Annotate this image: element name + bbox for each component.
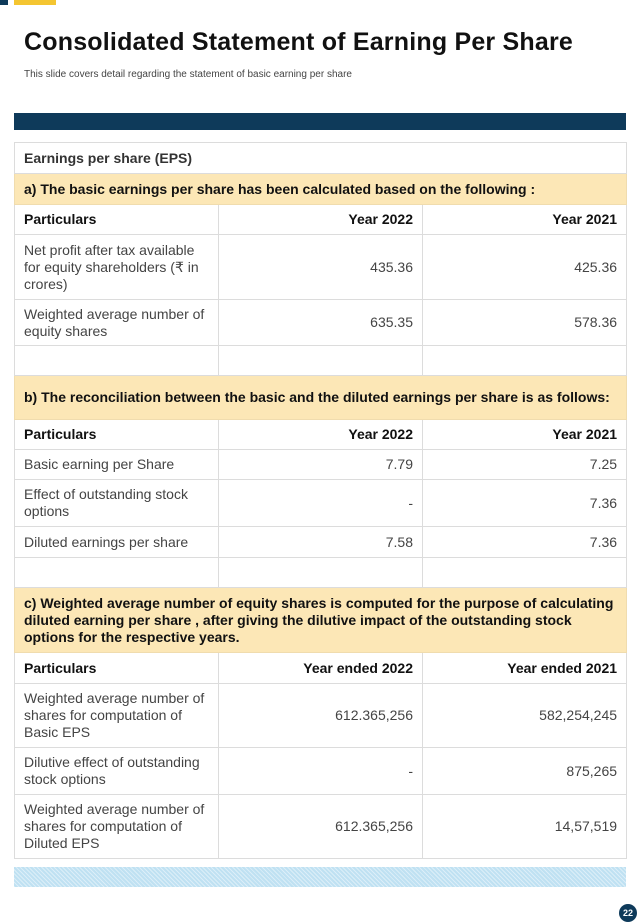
table-row: [15, 684, 627, 748]
column-header: Year ended 2021: [423, 653, 627, 684]
row-label: Effect of outstanding stock options: [15, 480, 219, 527]
cell-value: 435.36: [219, 235, 423, 300]
section-c-header-row: [15, 653, 627, 684]
top-accent-bar-gold: [14, 0, 56, 5]
row-label: Weighted average number of shares for computation of Basic EPS: [15, 684, 219, 748]
cell-value: 612.365,256: [219, 684, 423, 748]
section-b-title-row: [15, 376, 627, 420]
table-row: [15, 527, 627, 558]
cell-value: 14,57,519: [423, 795, 627, 859]
column-header: Year 2022: [219, 205, 423, 235]
column-header: Year 2021: [423, 205, 627, 235]
page-subtitle: This slide covers detail regarding the statement of basic earning per share: [24, 69, 352, 80]
table-row: [15, 450, 627, 480]
footer-band: [14, 867, 626, 887]
column-header: Year 2021: [423, 420, 627, 450]
table-row: [15, 748, 627, 795]
eps-heading-row: [15, 143, 627, 174]
column-header: Year ended 2022: [219, 653, 423, 684]
cell-value: 7.25: [423, 450, 627, 480]
cell-value: -: [219, 480, 423, 527]
table-row: [15, 300, 627, 346]
row-label: Net profit after tax available for equity shareholders (₹ in crores): [15, 235, 219, 300]
page-title: Consolidated Statement of Earning Per Share: [24, 28, 573, 56]
row-label: Weighted average number of equity shares: [15, 300, 219, 346]
section-b-title: b) The reconciliation between the basic and the diluted earnings per share is as follows:: [15, 376, 627, 420]
cell-value: 7.36: [423, 480, 627, 527]
header-band: [14, 113, 626, 130]
section-c-title-row: [15, 588, 627, 653]
eps-table: [14, 142, 627, 859]
section-a-header-row: [15, 205, 627, 235]
cell-value: 875,265: [423, 748, 627, 795]
eps-heading: Earnings per share (EPS): [15, 143, 627, 174]
page-number-badge: 22: [619, 904, 637, 922]
cell-value: 582,254,245: [423, 684, 627, 748]
column-header: Year 2022: [219, 420, 423, 450]
column-header: Particulars: [15, 653, 219, 684]
empty-row: [15, 558, 627, 588]
top-accent-bar-dark: [0, 0, 8, 5]
cell-value: -: [219, 748, 423, 795]
section-c-title: c) Weighted average number of equity shares is computed for the purpose of calculating diluted earning per share , after giving the dilutive impact of the outstanding stock options for the respective years.: [15, 588, 627, 653]
cell-value: 7.79: [219, 450, 423, 480]
row-label: Weighted average number of shares for computation of Diluted EPS: [15, 795, 219, 859]
cell-value: 425.36: [423, 235, 627, 300]
column-header: Particulars: [15, 205, 219, 235]
column-header: Particulars: [15, 420, 219, 450]
cell-value: 7.58: [219, 527, 423, 558]
row-label: Diluted earnings per share: [15, 527, 219, 558]
cell-value: 635.35: [219, 300, 423, 346]
cell-value: 612.365,256: [219, 795, 423, 859]
table-row: [15, 480, 627, 527]
section-a-title: a) The basic earnings per share has been calculated based on the following :: [15, 174, 627, 205]
row-label: Basic earning per Share: [15, 450, 219, 480]
table-row: [15, 235, 627, 300]
empty-row: [15, 346, 627, 376]
row-label: Dilutive effect of outstanding stock options: [15, 748, 219, 795]
section-a-title-row: [15, 174, 627, 205]
table-row: [15, 795, 627, 859]
cell-value: 578.36: [423, 300, 627, 346]
section-b-header-row: [15, 420, 627, 450]
cell-value: 7.36: [423, 527, 627, 558]
